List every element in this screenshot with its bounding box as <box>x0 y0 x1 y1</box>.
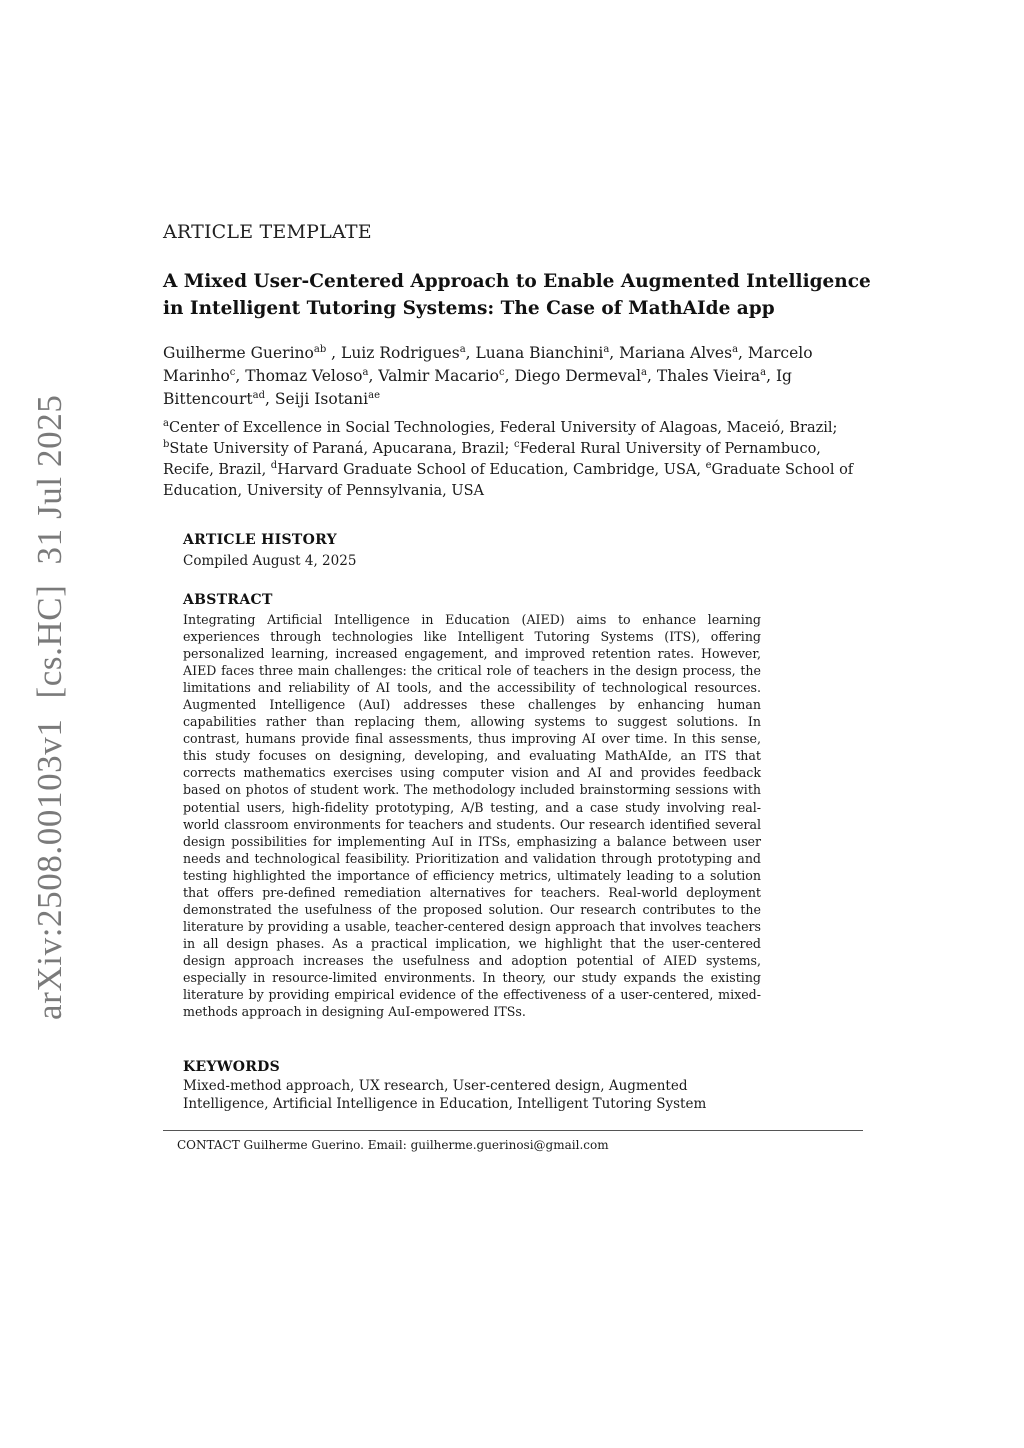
arxiv-id: arXiv:2508.00103v1 <box>30 718 69 1020</box>
author-affiliation-mark: ab <box>313 344 327 355</box>
author-name: Mariana Alves <box>619 344 733 362</box>
author-separator: , <box>264 390 275 408</box>
author-separator: , <box>465 344 476 362</box>
article-template-label: ARTICLE TEMPLATE <box>163 221 372 243</box>
author-name: Valmir Macario <box>378 367 499 385</box>
author-affiliation-mark: ae <box>368 390 380 401</box>
affiliation-text: Federal Rural University of Pernambuco, Recife, Brazil, <box>163 441 821 478</box>
author-separator: , <box>609 344 620 362</box>
author-separator: , <box>235 367 246 385</box>
author-name: Luana Bianchini <box>475 344 604 362</box>
author-separator: , <box>326 344 342 362</box>
author-affiliation-mark: c <box>229 367 236 378</box>
author-name: Thomaz Veloso <box>245 367 363 385</box>
affiliation-list <box>163 418 863 502</box>
affiliation-mark: b <box>163 439 170 450</box>
author-affiliation-mark: a <box>603 344 610 355</box>
author-affiliation-mark: a <box>732 344 739 355</box>
author-name: Thales Vieira <box>656 367 761 385</box>
author-affiliation-mark: a <box>760 367 767 378</box>
author-list <box>163 342 863 411</box>
affiliation-text: Harvard Graduate School of Education, Cambridge, USA, <box>277 462 706 478</box>
affiliation-mark: e <box>705 460 712 471</box>
paper-title <box>163 268 883 322</box>
affiliation-mark: a <box>163 418 169 429</box>
title-line-2: in Intelligent Tutoring Systems: The Case of MathAIde app <box>163 298 775 319</box>
keywords-heading: KEYWORDS <box>183 1059 281 1075</box>
author-separator: , <box>647 367 657 385</box>
author-separator: , <box>504 367 515 385</box>
author-name: Marcelo Marinho <box>163 344 813 385</box>
author-name: Guilherme Guerino <box>163 344 314 362</box>
arxiv-date: 31 Jul 2025 <box>30 394 69 565</box>
abstract-text: Integrating Artificial Intelligence in Education (AIED) aims to enhance learning experiences through technologies like Intelligent Tutoring Systems (ITS), offering personalized learning, increased engagement, and improved retention rates. However, AIED faces three main challenges: the critical role of teachers in the design process, the limitations and reliability of AI tools, and the accessibility of technological resources. Augmented Intelligence (AuI) addresses these challenges by enhancing human capabilities rather than replacing them, allowing systems to suggest solutions. In contrast, humans provide final assessments, thus improving AI over time. In this sense, this study focuses on designing, developing, and evaluating MathAIde, an ITS that corrects mathematics exercises using computer vision and AI and provides feedback based on photos of student work. The methodology included brainstorming sessions with potential users, high-fidelity prototyping, A/B testing, and a case study involving real-world classroom environments for teachers and students. Our research identified several design possibilities for implementing AuI in ITSs, emphasizing a balance between user needs and technological feasibility. Prioritization and validation through prototyping and testing highlighted the importance of efficiency metrics, ultimately leading to a solution that offers pre-defined remediation alternatives for teachers. Real-world deployment demonstrated the usefulness of the proposed solution. Our research contributes to the literature by providing a usable, teacher-centered design approach that involves teachers in all design phases. As a practical implication, we highlight that the user-centered design approach increases the usefulness and adoption potential of AIED systems, especially in resource-limited environments. In theory, our study expands the existing literature by providing empirical evidence of the effectiveness of a user-centered, mixed-methods approach in designing AuI-empowered ITSs. <box>183 612 761 1020</box>
author-affiliation-mark: c <box>499 367 505 378</box>
title-line-1: A Mixed User-Centered Approach to Enable Augmented Intelligence <box>163 271 871 292</box>
author-separator: , <box>368 367 379 385</box>
affiliation-text: Graduate School of Education, University of Pennsylvania, USA <box>163 462 854 499</box>
keywords-text: Mixed-method approach, UX research, User-centered design, Augmented Intelligence, Artificial Intelligence in Education, Intelligent Tutoring System <box>183 1078 707 1112</box>
author-name: Diego Dermeval <box>514 367 642 385</box>
author-affiliation-mark: a <box>362 367 369 378</box>
author-name: Seiji Isotani <box>274 390 369 408</box>
affiliation-text: State University of Paraná, Apucarana, Brazil; <box>169 441 514 457</box>
author-affiliation-mark: a <box>641 367 648 378</box>
abstract-heading: ABSTRACT <box>183 592 273 608</box>
article-history-heading: ARTICLE HISTORY <box>183 532 337 548</box>
author-affiliation-mark: a <box>459 344 466 355</box>
affiliation-mark: d <box>270 460 278 471</box>
author-name: Ig Bittencourt <box>163 367 792 408</box>
author-affiliation-mark: ad <box>252 390 265 401</box>
compiled-date: Compiled August 4, 2025 <box>183 553 357 569</box>
author-separator: , <box>766 367 776 385</box>
affiliation-text: Center of Excellence in Social Technologies, Federal University of Alagoas, Maceió, Brazil; <box>168 420 838 436</box>
arxiv-identifier-stamp <box>30 375 70 1020</box>
arxiv-category: [cs.HC] <box>30 584 69 699</box>
contact-footnote: CONTACT Guilherme Guerino. Email: guilherme.guerinosi@gmail.com <box>177 1138 609 1152</box>
author-name: Luiz Rodrigues <box>341 344 460 362</box>
affiliation-mark: c <box>513 439 520 450</box>
author-separator: , <box>738 344 748 362</box>
footnote-divider <box>163 1130 863 1131</box>
